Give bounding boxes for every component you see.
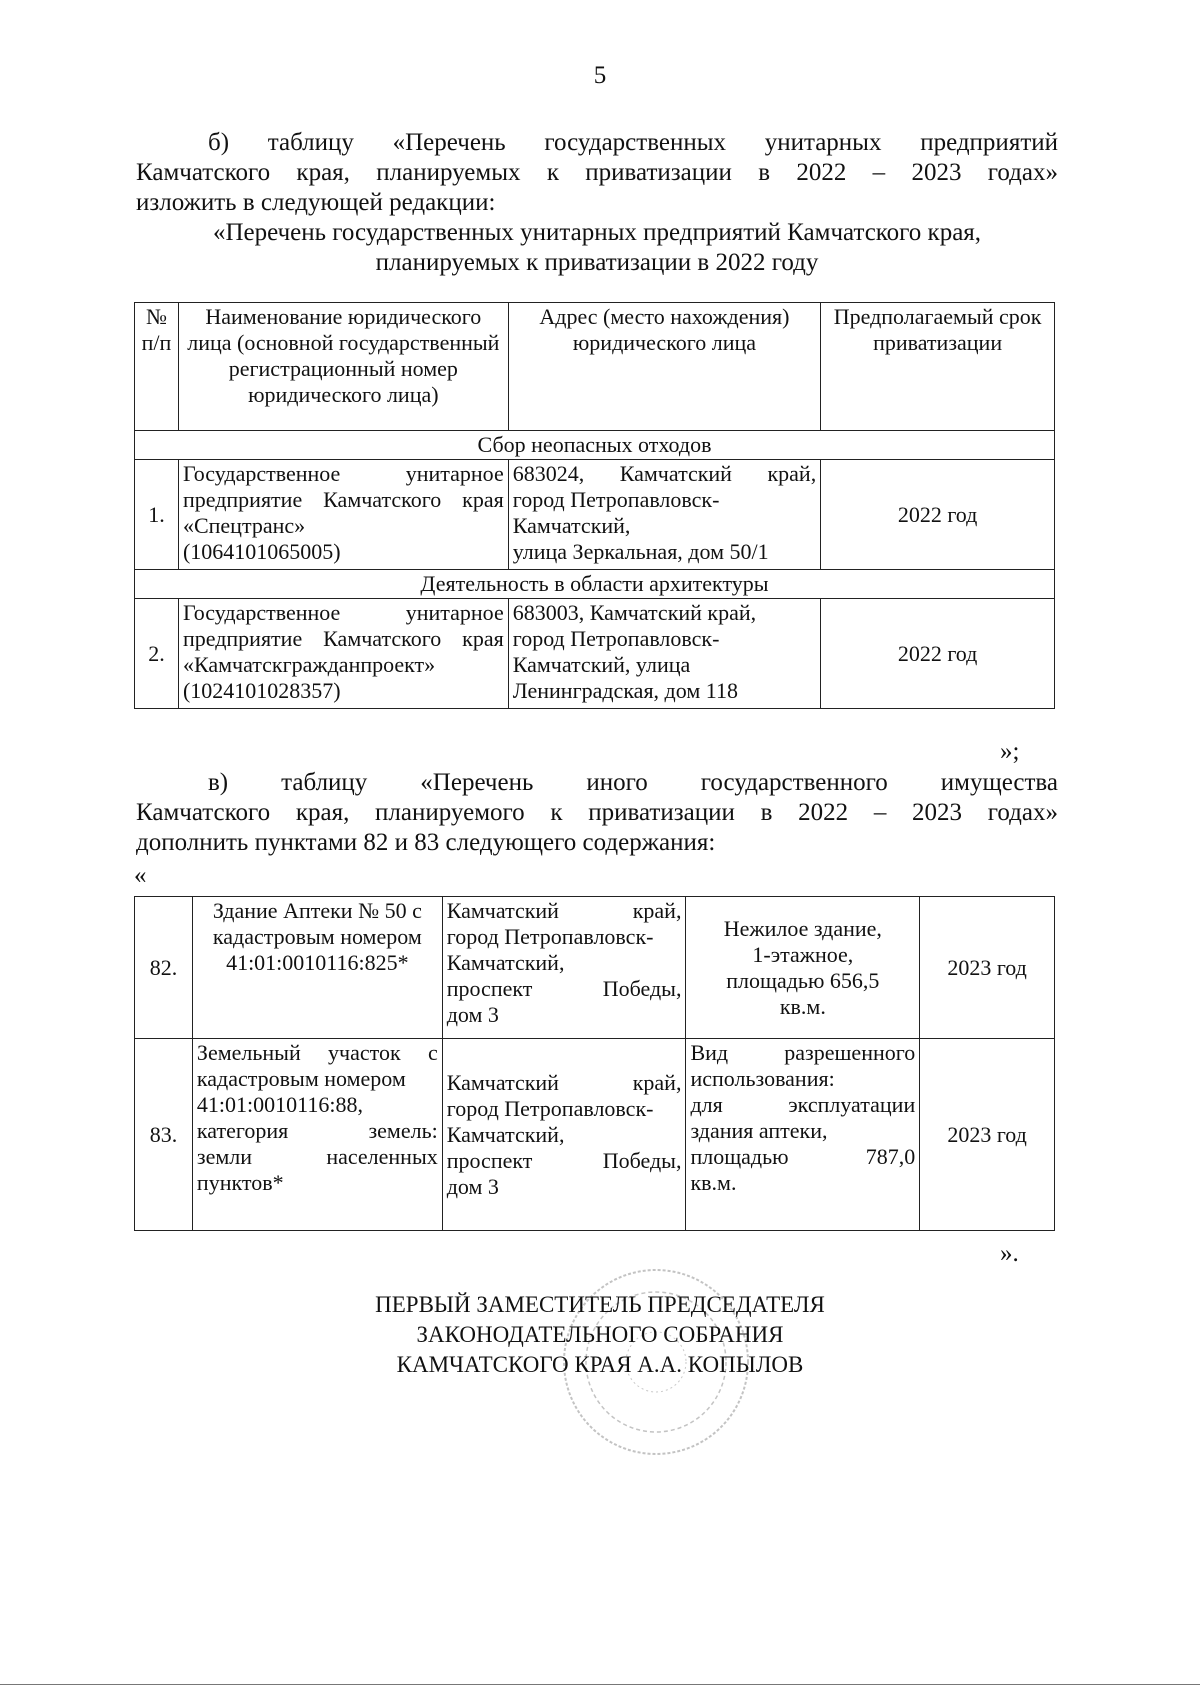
signature-block: [0, 1290, 1200, 1380]
table1-title-line-2: планируемых к приватизации в 2022 году: [375, 249, 819, 276]
row-name: Государственное унитарное предприятие Камчатского края «Камчатскгражданпроект» (1024101028357): [178, 599, 508, 709]
paragraph-b-line-1: б) таблицу «Перечень государственных унитарных предприятий: [208, 129, 1058, 156]
signature-line-1: ПЕРВЫЙ ЗАМЕСТИТЕЛЬ ПРЕДСЕДАТЕЛЯ: [375, 1292, 825, 1317]
table-row: [135, 897, 1055, 1039]
section-row: [135, 570, 1055, 599]
table1-title-line-1: «Перечень государственных унитарных предприятий Камчатского края,: [212, 219, 982, 246]
header-number: № п/п: [135, 303, 179, 431]
paragraph-v-line-1: в) таблицу «Перечень иного государственного имущества: [208, 769, 1058, 796]
paragraph-b-line-2: Камчатского края, планируемых к приватизации в 2022 – 2023 годах»: [136, 159, 1058, 186]
header-term: Предполагаемый срок приватизации: [821, 303, 1055, 431]
row-address: Камчатский край, город Петропавловск- Камчатский, проспект Победы, дом 3: [442, 897, 686, 1039]
section-label: Сбор неопасных отходов: [135, 431, 1055, 460]
row-number: 83.: [135, 1039, 193, 1231]
row-number: 82.: [135, 897, 193, 1039]
table-header-row: [135, 303, 1055, 431]
row-address: Камчатский край, город Петропавловск- Камчатский, проспект Победы, дом 3: [442, 1039, 686, 1231]
table-row: [135, 460, 1055, 570]
paragraph-v: [136, 768, 1058, 858]
table1-title: [136, 218, 1058, 278]
row-name: Земельный участок с кадастровым номером 41:01:0010116:88, категория земель: земли населенных пунктов*: [192, 1039, 442, 1231]
row-term: 2022 год: [821, 460, 1055, 570]
closing-quote-1: »;: [1000, 738, 1020, 765]
row-address: 683024, Камчатский край, город Петропавловск- Камчатский, улица Зеркальная, дом 50/1: [508, 460, 820, 570]
header-address: Адрес (место нахождения) юридического лица: [508, 303, 820, 431]
row-name: Здание Аптеки № 50 с кадастровым номером 41:01:0010116:825*: [192, 897, 442, 1039]
row-address: 683003, Камчатский край, город Петропавловск- Камчатский, улица Ленинградская, дом 118: [508, 599, 820, 709]
row-number: 1.: [135, 460, 179, 570]
table-row: [135, 1039, 1055, 1231]
row-name: Государственное унитарное предприятие Камчатского края «Спецтранс» (1064101065005): [178, 460, 508, 570]
closing-quote-2: ».: [1000, 1240, 1019, 1267]
section-label: Деятельность в области архитектуры: [135, 570, 1055, 599]
section-row: [135, 431, 1055, 460]
row-description: Нежилое здание, 1-этажное, площадью 656,5 кв.м.: [686, 897, 920, 1039]
page-number: 5: [593, 62, 607, 89]
row-term: 2023 год: [920, 897, 1055, 1039]
signature-line-2: ЗАКОНОДАТЕЛЬНОГО СОБРАНИЯ: [416, 1322, 784, 1347]
property-table: [134, 896, 1055, 1231]
enterprises-table: [134, 302, 1055, 709]
paragraph-v-line-2: Камчатского края, планируемого к приватизации в 2022 – 2023 годах»: [136, 799, 1058, 826]
paragraph-v-line-3: дополнить пунктами 82 и 83 следующего содержания:: [136, 829, 716, 856]
row-term: 2023 год: [920, 1039, 1055, 1231]
header-name: Наименование юридического лица (основной государственный регистрационный номер юридического лица): [178, 303, 508, 431]
signature-line-3: КАМЧАТСКОГО КРАЯ А.А. КОПЫЛОВ: [396, 1352, 804, 1377]
opening-quote: «: [134, 862, 147, 889]
row-description: Вид разрешенного использования: для эксплуатации здания аптеки, площадью 787,0 кв.м.: [686, 1039, 920, 1231]
table-row: [135, 599, 1055, 709]
paragraph-b-line-3: изложить в следующей редакции:: [136, 189, 496, 216]
paragraph-b: [136, 128, 1058, 218]
row-number: 2.: [135, 599, 179, 709]
row-term: 2022 год: [821, 599, 1055, 709]
page-bottom-divider: [0, 1684, 1200, 1685]
